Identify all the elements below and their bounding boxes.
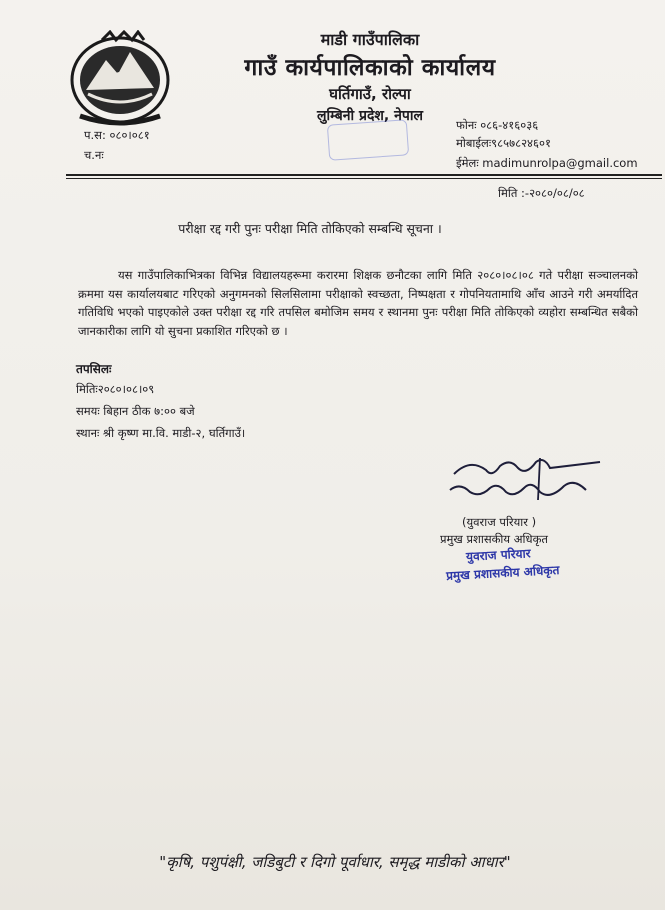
header-divider	[66, 174, 662, 176]
address-line-2: लुम्बिनी प्रदेश, नेपाल	[317, 108, 423, 124]
dispatch-number: च.नः	[84, 148, 104, 162]
exam-time: समयः बिहान ठीक ७:०० बजे	[76, 404, 195, 418]
office-name: गाउँ कार्यपालिकाको कार्यालय	[244, 55, 496, 81]
letter-subject: परीक्षा रद्द गरी पुनः परीक्षा मिति तोकिएको सम्बन्धि सूचना ।	[178, 221, 442, 236]
seal-stamp-title: प्रमुख प्रशासकीय अधिकृत	[445, 563, 560, 583]
signatory-title: प्रमुख प्रशासकीय अधिकृत	[440, 532, 548, 546]
details-heading: तपसिलः	[76, 362, 112, 376]
email-address: ईमेलः madimunrolpa@gmail.com	[456, 156, 638, 170]
nepal-emblem-icon	[66, 30, 174, 126]
reference-number: प.स: ०८०।०८१	[84, 128, 150, 142]
letter-date: मिति :-२०८०/०८/०८	[498, 186, 585, 200]
address-line-1: घर्तिगाउँ, रोल्पा	[329, 85, 411, 103]
seal-stamp-name: युवराज परियार	[465, 546, 531, 564]
header-divider-secondary	[66, 178, 662, 179]
faint-office-stamp	[327, 119, 409, 160]
footer-slogan: "कृषि, पशुपंक्षी, जडिबुटी र दिगो पूर्वाधार, समृद्ध माडीको आधार"	[159, 853, 511, 871]
letter-body: यस गाउँपालिकाभित्रका विभिन्न विद्यालयहरूमा करारमा शिक्षक छनौटका लागि मिति २०८०।०८।०८ गते परीक्षा सञ्चालनको क्रममा यस कार्यालयबाट गरिएको अनुगमनको सिलसिलामा परीक्षाको स्वच्छता, निष्पक्षता र गोपनियतामाथि आँच आउने गरी अमर्यादित गतिविधि भएको पाइएकोले उक्त परीक्षा रद्द गरि तपसिल बमोजिम समय र स्थानमा पुनः परीक्षा मिति तोकिएको व्यहोरा सम्बन्धित सबैको जानकारीका लागि यो सुचना प्रकाशित गरिएको छ ।	[78, 268, 638, 338]
phone-number: फोनः ०८६-४१६०३६	[456, 118, 539, 132]
signatory-name: (युवराज परियार )	[462, 515, 537, 529]
exam-venue: स्थानः श्री कृष्ण मा.वि. माडी-२, घर्तिगाउँ।	[76, 426, 246, 440]
local-body-name: माडी गाउँपालिका	[320, 30, 420, 49]
handwritten-signature-icon	[440, 452, 610, 508]
mobile-number: मोबाईलः९८५७८२४६०१	[456, 136, 551, 150]
exam-date: मितिः२०८०।०८।०९	[76, 382, 155, 396]
